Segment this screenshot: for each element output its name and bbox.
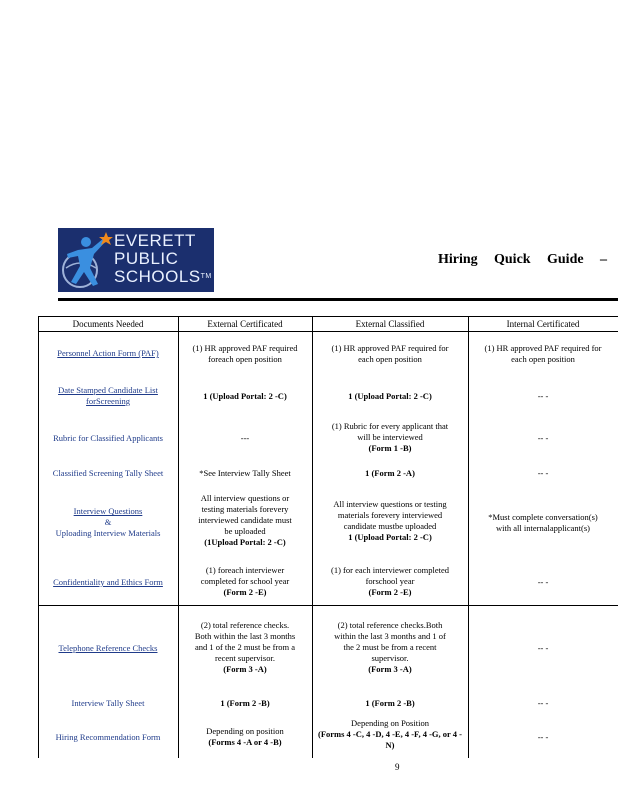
doc-link-telephone-reference[interactable]: Telephone Reference Checks [58,643,158,653]
table-section-divider [38,605,618,606]
doc-interview-tally: Interview Tally Sheet [71,698,145,708]
table-cell: (1) foreach interviewer completed for school year (Form 2 -E) [200,565,290,597]
table-cell: -- - [537,577,549,587]
table-cell: Depending on position (Forms 4 -A or 4 -B) [206,726,284,747]
doc-hiring-recommendation: Hiring Recommendation Form [55,732,161,742]
district-logo [58,228,214,292]
table-cell: *See Interview Tally Sheet [199,468,291,478]
doc-link-confidentiality[interactable]: Confidentiality and Ethics Form [53,577,163,587]
table-cell: -- - [537,433,549,443]
table-cell: 1 (Form 2 -A) [365,468,415,478]
table-cell: (2) total reference checks.Both within the last 3 months and 1 of the 2 must be from a recent supervisor. (Form 3 -A) [334,620,446,674]
table-cell: 1 (Upload Portal: 2 -C) [203,391,287,401]
header-documents: Documents Needed [72,319,144,329]
table-cell: Depending on Position (Forms 4 -C, 4 -D, 4 -E, 4 -F, 4 -G, or 4 - N) [317,718,462,750]
table-cell: (2) total reference checks. Both within the last 3 months and 1 of the 2 must be from a recent supervisor. (Form 3 -A) [194,620,296,674]
table-cell: -- - [537,698,549,708]
logo-text: EVERETT PUBLIC SCHOOLS™ [114,231,212,286]
table-cell: (1) HR approved PAF required foreach open position [192,343,298,364]
doc-link-paf[interactable]: Personnel Action Form (PAF) [57,348,159,358]
page-title: Hiring Quick Guide – [438,252,607,267]
table-cell: -- - [537,732,549,742]
table-cell: -- - [537,391,549,401]
table-cell: -- - [537,468,549,478]
doc-link-candidate-list[interactable]: Date Stamped Candidate List forScreening [58,385,158,406]
doc-screening-tally: Classified Screening Tally Sheet [52,468,164,478]
table-cell: (1) Rubric for every applicant that will be interviewed (Form 1 -B) [331,421,449,453]
page-number: 9 [395,762,400,772]
header-external-certificated: External Certificated [207,319,283,329]
header-external-classified: External Classified [355,319,425,329]
table-header-divider [38,331,618,332]
header-rule [58,298,618,301]
table-cell: *Must complete conversation(s) with all internalapplicant(s) [488,512,598,533]
header-internal-certificated: Internal Certificated [506,319,580,329]
table-cell: All interview questions or testing materials forevery interviewed candidate must be uploaded (1Upload Portal: 2 -C) [198,493,292,547]
table-cell: 1 (Form 2 -B) [365,698,415,708]
doc-rubric: Rubric for Classified Applicants [53,433,163,443]
table-cell: (1) HR approved PAF required for each open position [484,343,602,364]
doc-interview-questions[interactable]: Interview Questions & Uploading Interview Materials [55,506,161,538]
table-top-border [38,316,618,317]
table-cell: (1) HR approved PAF required for each open position [331,343,449,364]
table-cell: --- [240,433,250,443]
table-cell: -- - [537,643,549,653]
table-cell: 1 (Upload Portal: 2 -C) [348,391,432,401]
table-col-border [468,316,469,758]
table-cell: 1 (Form 2 -B) [220,698,270,708]
table-cell: (1) for each interviewer completed forschool year (Form 2 -E) [331,565,449,597]
table-col-border [38,316,39,758]
table-cell: All interview questions or testing materials forevery interviewed candidate mustbe uploaded 1 (Upload Portal: 2 -C) [333,499,447,542]
logo-mark-icon [58,228,118,292]
